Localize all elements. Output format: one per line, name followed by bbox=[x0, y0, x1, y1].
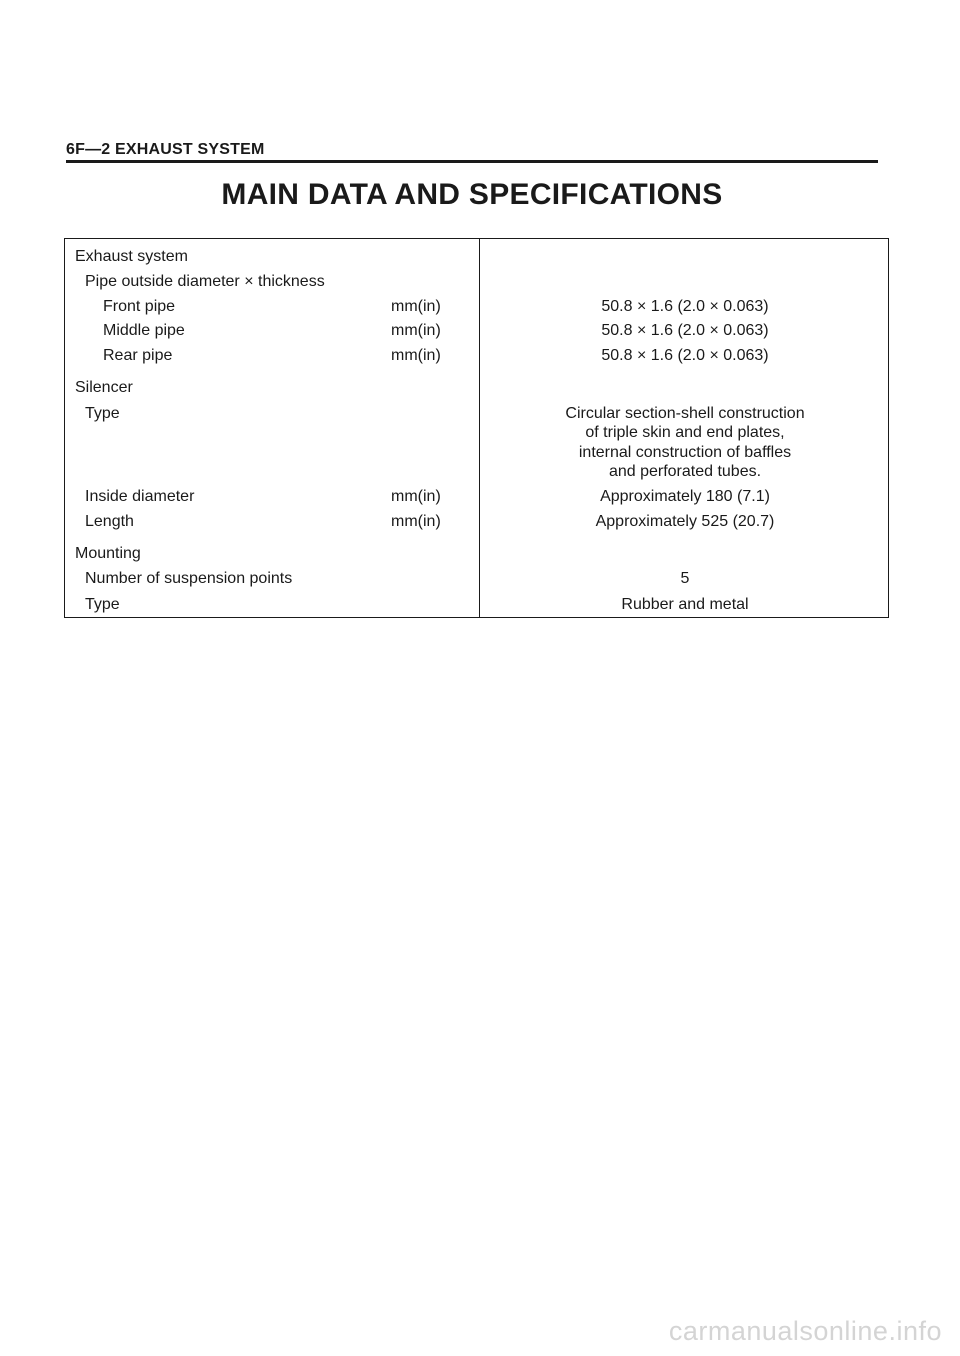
page-header: 6F—2 EXHAUST SYSTEM bbox=[66, 141, 265, 158]
length-label: Length bbox=[85, 513, 134, 530]
page-title: MAIN DATA AND SPECIFICATIONS bbox=[221, 178, 723, 211]
middle-pipe-unit: mm(in) bbox=[391, 322, 441, 339]
front-pipe-value: 50.8 × 1.6 (2.0 × 0.063) bbox=[601, 298, 769, 315]
rear-pipe-unit: mm(in) bbox=[391, 347, 441, 364]
exhaust-system-heading: Exhaust system bbox=[75, 248, 188, 265]
inside-diameter-value: Approximately 180 (7.1) bbox=[600, 488, 770, 505]
mounting-type-label: Type bbox=[85, 596, 120, 613]
mounting-heading: Mounting bbox=[75, 545, 141, 562]
front-pipe-label: Front pipe bbox=[103, 298, 176, 315]
silencer-heading: Silencer bbox=[75, 379, 133, 396]
front-pipe-unit: mm(in) bbox=[391, 298, 441, 315]
length-value: Approximately 525 (20.7) bbox=[595, 513, 775, 530]
inside-diameter-unit: mm(in) bbox=[391, 488, 441, 505]
pipe-dimensions-heading: Pipe outside diameter × thickness bbox=[85, 273, 325, 290]
silencer-type-value-line-4: and perforated tubes. bbox=[608, 463, 762, 480]
rear-pipe-value: 50.8 × 1.6 (2.0 × 0.063) bbox=[601, 347, 769, 364]
silencer-type-value-line-2: of triple skin and end plates, bbox=[585, 424, 785, 441]
rear-pipe-label: Rear pipe bbox=[103, 347, 173, 364]
watermark: carmanualsonline.info bbox=[668, 1316, 942, 1346]
middle-pipe-label: Middle pipe bbox=[103, 322, 185, 339]
length-unit: mm(in) bbox=[391, 513, 441, 530]
specifications-table bbox=[64, 238, 889, 618]
silencer-type-value-line-3: internal construction of baffles bbox=[578, 444, 792, 461]
suspension-points-label: Number of suspension points bbox=[85, 570, 293, 587]
silencer-type-value-line-1: Circular section-shell construction bbox=[565, 405, 805, 422]
header-rule bbox=[66, 160, 878, 163]
suspension-points-value: 5 bbox=[680, 570, 690, 587]
silencer-type-label: Type bbox=[85, 405, 120, 422]
inside-diameter-label: Inside diameter bbox=[85, 488, 195, 505]
middle-pipe-value: 50.8 × 1.6 (2.0 × 0.063) bbox=[601, 322, 769, 339]
mounting-type-value: Rubber and metal bbox=[621, 596, 749, 613]
